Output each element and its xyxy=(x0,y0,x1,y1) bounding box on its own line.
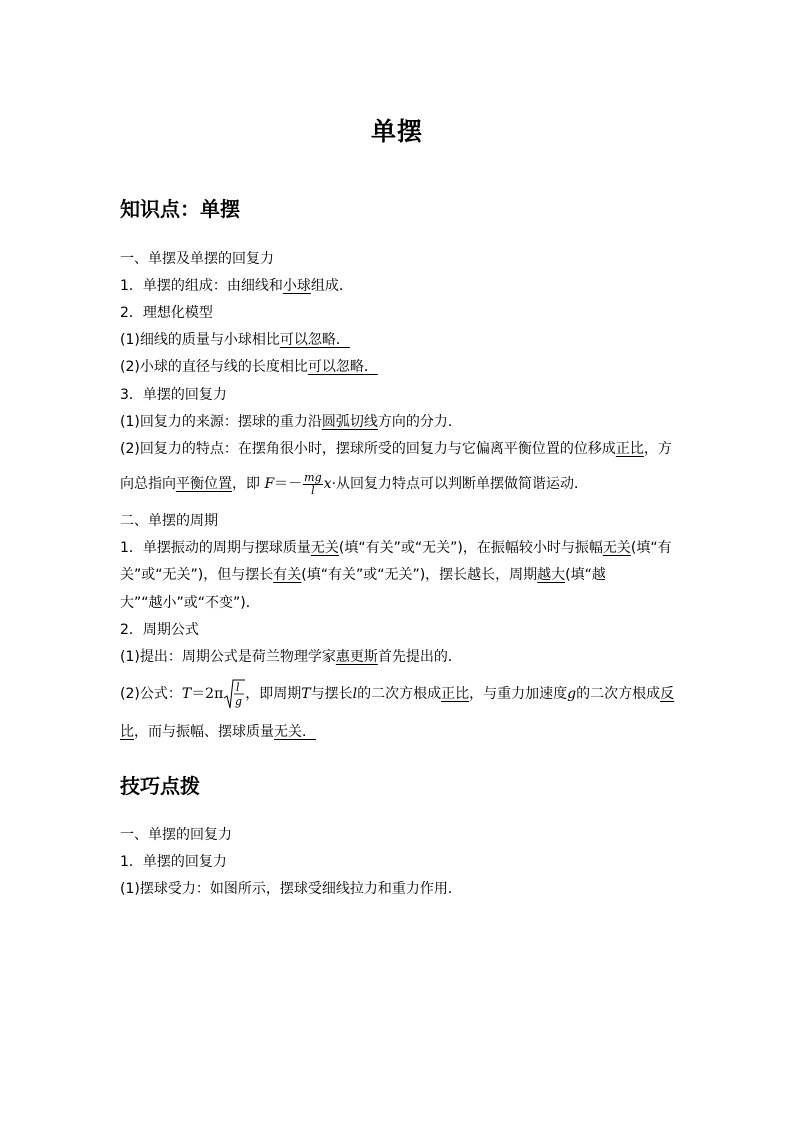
paragraph-force-direction: 向总指向平衡位置，即 F＝－ $\frac{mg}{l}$ x·从回复力特点可以判断单摆做简谐运动． xyxy=(120,470,589,497)
item-ideal-model: 2．理想化模型 xyxy=(120,305,213,321)
sqrt-l-over-g-icon xyxy=(223,678,245,710)
item-restoring-force: 3．单摆的回复力 xyxy=(120,387,227,403)
paragraph-composition: 1．单摆的组成：由细线和小球组成． xyxy=(120,278,353,294)
subsection-2: 二、单摆的周期 xyxy=(120,513,218,529)
item-period-formula: 2．周期公式 xyxy=(120,622,199,638)
paragraph-formula-cont: 比，而与振幅、摆球质量无关． xyxy=(120,724,316,740)
svg-text:l: l xyxy=(236,681,240,694)
paragraph-formula-origin: (1)提出：周期公式是荷兰物理学家惠更斯首先提出的． xyxy=(120,649,462,665)
paragraph-force-source: (1)回复力的来源：摆球的重力沿圆弧切线方向的分力． xyxy=(120,414,462,430)
subsection-1: 一、单摆及单摆的回复力 xyxy=(120,251,274,267)
section-heading-tips: 技巧点拨 xyxy=(120,774,200,798)
paragraph-formula: (2)公式：T＝2π l g ，即周期T与摆长l的二次方根成正比，与重力加速度g的二次方根成反 xyxy=(120,678,676,710)
tips-item-1: 1．单摆的回复力 xyxy=(120,854,227,870)
paragraph-ideal-2: (2)小球的直径与线的长度相比可以忽略． xyxy=(120,359,378,375)
paragraph-ideal-1: (1)细线的质量与小球相比可以忽略． xyxy=(120,332,350,348)
tips-paragraph-force: (1)摆球受力：如图所示，摆球受细线拉力和重力作用． xyxy=(120,881,462,897)
svg-text:g: g xyxy=(235,695,243,708)
tips-subsection-1: 一、单摆的回复力 xyxy=(120,827,232,843)
fraction-mg-over-l: $\frac{mg}{l}$ xyxy=(304,470,322,497)
section-heading-knowledge: 知识点：单摆 xyxy=(120,197,240,221)
paragraph-period-3: 大”“越小”或“不变”)． xyxy=(120,595,260,611)
paragraph-force-feature: (2)回复力的特点：在摆角很小时，摆球所受的回复力与它偏离平衡位置的位移成正比，方 xyxy=(120,441,672,457)
page-title: 单摆 xyxy=(370,117,423,146)
paragraph-period-1: 1．单摆振动的周期与摆球质量无关(填“有关”或“无关”)，在振幅较小时与振幅无关(填“有 xyxy=(120,540,672,556)
paragraph-period-2: 关”或“无关”)，但与摆长有关(填“有关”或“无关”)，摆长越长，周期越大(填“越 xyxy=(120,567,606,583)
